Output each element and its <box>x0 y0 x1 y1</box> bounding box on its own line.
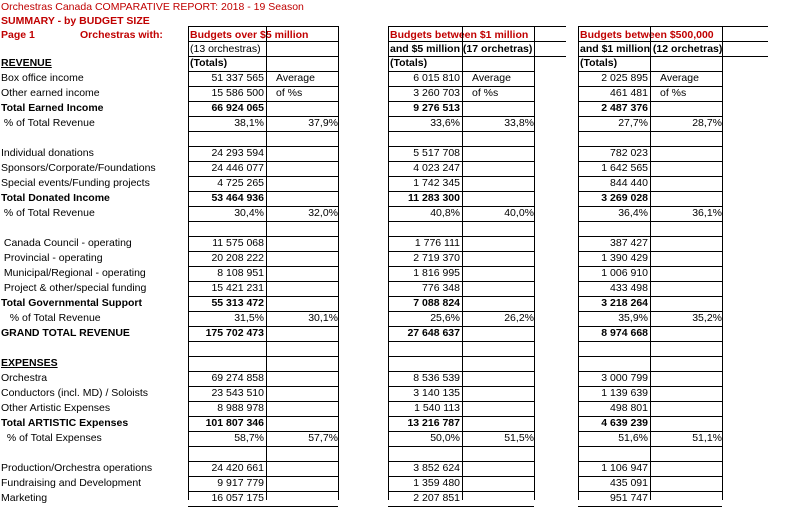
row-label: Fundraising and Development <box>1 477 142 489</box>
average-group1 <box>270 251 338 266</box>
report-title: Orchestras Canada COMPARATIVE REPORT: 2018 - 19 Season <box>1 1 304 13</box>
row-label <box>0 446 186 461</box>
value-group2: 40,8% <box>430 207 460 219</box>
value-group1 <box>188 341 264 356</box>
table-row <box>0 341 800 356</box>
table-row <box>0 236 800 251</box>
value-group3: 3 000 799 <box>601 372 648 384</box>
average-group1 <box>270 386 338 401</box>
value-group1: 20 208 222 <box>211 252 264 264</box>
row-label: Orchestra <box>1 372 48 384</box>
value-group3: 3 218 264 <box>601 297 648 309</box>
average-group2 <box>466 476 534 491</box>
table-row <box>0 296 800 311</box>
value-group3: 2 025 895 <box>601 72 648 84</box>
table-row <box>0 101 800 116</box>
value-group3: 1 390 429 <box>601 252 648 264</box>
average-group2: 51,5% <box>504 432 534 444</box>
value-group2 <box>388 356 460 371</box>
average-group2 <box>466 101 534 116</box>
value-group3: 3 269 028 <box>601 192 648 204</box>
average-group2 <box>466 296 534 311</box>
value-group1: 24 446 077 <box>211 162 264 174</box>
value-group1: 175 702 473 <box>205 327 264 339</box>
table-row <box>0 176 800 191</box>
value-group3: 433 498 <box>610 282 648 294</box>
table-row <box>0 281 800 296</box>
row-label: % of Total Revenue <box>1 312 101 324</box>
table-row <box>0 266 800 281</box>
value-group1 <box>188 221 264 236</box>
value-group1: 101 807 346 <box>205 417 264 429</box>
table-row <box>0 371 800 386</box>
average-group3 <box>654 251 722 266</box>
row-label: Production/Orchestra operations <box>1 462 153 474</box>
value-group3: 1 106 947 <box>601 462 648 474</box>
title-row <box>0 0 800 15</box>
value-group3: 36,4% <box>618 207 648 219</box>
value-group2: 3 260 703 <box>413 87 460 99</box>
table-row <box>0 311 800 326</box>
table-row <box>0 56 800 71</box>
value-group1: 8 988 978 <box>217 402 264 414</box>
group2-line1: Budgets between $1 million <box>390 29 529 41</box>
row-label: Total ARTISTIC Expenses <box>1 417 129 429</box>
value-group1: 23 543 510 <box>211 387 264 399</box>
average-group2: 26,2% <box>504 312 534 324</box>
value-group2: 6 015 810 <box>413 72 460 84</box>
average-group2 <box>466 401 534 416</box>
average-group3 <box>654 266 722 281</box>
value-group1: 11 575 068 <box>212 237 264 249</box>
average-group2 <box>466 341 534 356</box>
value-group1 <box>188 356 264 371</box>
value-group2: 3 140 135 <box>413 387 460 399</box>
average-group1 <box>270 146 338 161</box>
average-group2: Average <box>472 72 511 84</box>
value-group3 <box>578 131 648 146</box>
average-group3 <box>654 416 722 431</box>
row-label: Other Artistic Expenses <box>1 402 111 414</box>
average-group3 <box>654 146 722 161</box>
average-group2 <box>466 191 534 206</box>
average-group1 <box>270 101 338 116</box>
average-group1 <box>270 491 338 506</box>
value-group3: 1 139 639 <box>601 387 648 399</box>
row-label: Canada Council - operating <box>1 237 132 249</box>
value-group2: 2 719 370 <box>413 252 460 264</box>
page-label: Page 1 <box>1 29 35 41</box>
row-label: Municipal/Regional - operating <box>1 267 146 279</box>
value-group1: 15 421 231 <box>211 282 264 294</box>
row-label: Individual donations <box>1 147 94 159</box>
average-group3 <box>654 326 722 341</box>
average-group2: 40,0% <box>504 207 534 219</box>
table-row <box>0 491 800 506</box>
average-group1 <box>270 56 338 71</box>
average-group1: 30,1% <box>308 312 338 324</box>
average-group3 <box>654 296 722 311</box>
value-group2: 25,6% <box>430 312 460 324</box>
table-row <box>0 416 800 431</box>
value-group2: 2 207 851 <box>413 492 460 504</box>
value-group1: 38,1% <box>234 117 264 129</box>
row-label: Conductors (incl. MD) / Soloists <box>1 387 149 399</box>
value-group3 <box>578 356 648 371</box>
value-group2: 9 276 513 <box>413 102 460 114</box>
value-group3: 461 481 <box>610 87 648 99</box>
average-group2 <box>466 146 534 161</box>
value-group2: 13 216 787 <box>407 417 460 429</box>
value-group2: 4 023 247 <box>413 162 460 174</box>
average-group2 <box>466 56 534 71</box>
value-group3: 951 747 <box>610 492 648 504</box>
row-label: Project & other/special funding <box>1 282 147 294</box>
average-group1 <box>270 161 338 176</box>
value-group3: 51,6% <box>618 432 648 444</box>
average-group3 <box>654 401 722 416</box>
table-row <box>0 71 800 86</box>
value-group3 <box>578 341 648 356</box>
group2-line2: and $5 million (17 orchetras) <box>390 43 533 55</box>
report-subtitle: SUMMARY - by BUDGET SIZE <box>1 15 150 27</box>
average-group2 <box>466 281 534 296</box>
row-label: Total Donated Income <box>1 192 110 204</box>
table-row <box>0 251 800 266</box>
value-group1: 24 420 661 <box>211 462 264 474</box>
average-group3 <box>654 101 722 116</box>
row-label: GRAND TOTAL REVENUE <box>1 327 130 339</box>
average-group1 <box>270 401 338 416</box>
value-group1 <box>188 131 264 146</box>
value-group3: 8 974 668 <box>601 327 648 339</box>
value-group2 <box>388 221 460 236</box>
row-label: EXPENSES <box>1 357 58 369</box>
average-group3: Average <box>660 72 699 84</box>
average-group3: 35,2% <box>692 312 722 324</box>
average-group1 <box>270 326 338 341</box>
average-group2: of %s <box>472 87 499 99</box>
average-group1 <box>270 221 338 236</box>
average-group1 <box>270 236 338 251</box>
average-group3: 36,1% <box>692 207 722 219</box>
value-group2: 1 540 113 <box>414 402 460 414</box>
average-group2 <box>466 236 534 251</box>
value-group3: 387 427 <box>610 237 648 249</box>
value-group2: 1 816 995 <box>413 267 460 279</box>
value-group3: 4 639 239 <box>601 417 648 429</box>
group1-line1: Budgets over $5 million <box>190 29 309 41</box>
average-group3 <box>654 386 722 401</box>
table-row <box>0 386 800 401</box>
average-group3 <box>654 161 722 176</box>
row-label <box>0 341 186 356</box>
value-group1: 8 108 951 <box>217 267 264 279</box>
average-group2 <box>466 266 534 281</box>
table-row <box>0 221 800 236</box>
value-group3: 2 487 376 <box>601 102 648 114</box>
average-group1: Average <box>276 72 315 84</box>
row-label: Total Earned Income <box>1 102 104 114</box>
average-group3: 51,1% <box>692 432 722 444</box>
value-group2 <box>388 341 460 356</box>
row-label <box>0 221 186 236</box>
value-group2 <box>388 131 460 146</box>
average-group1 <box>270 266 338 281</box>
value-group1: 9 917 779 <box>217 477 264 489</box>
average-group2 <box>466 446 534 461</box>
value-group1: 24 293 594 <box>211 147 264 159</box>
row-label: Total Governmental Support <box>1 297 142 309</box>
average-group3 <box>654 236 722 251</box>
table-row <box>0 461 800 476</box>
average-group1 <box>270 446 338 461</box>
average-group3 <box>654 341 722 356</box>
table-row <box>0 206 800 221</box>
value-group1: (Totals) <box>190 57 228 69</box>
average-group1 <box>270 296 338 311</box>
average-group1 <box>270 191 338 206</box>
average-group1: 57,7% <box>308 432 338 444</box>
average-group3 <box>654 176 722 191</box>
average-group2 <box>466 161 534 176</box>
average-group1 <box>270 476 338 491</box>
value-group2 <box>388 446 460 461</box>
value-group1: 16 057 175 <box>211 492 264 504</box>
value-group2: 3 852 624 <box>413 462 460 474</box>
value-group2: 5 517 708 <box>413 147 460 159</box>
row-label: % of Total Revenue <box>1 207 95 219</box>
value-group2: 8 536 539 <box>413 372 460 384</box>
row-label: Special events/Funding projects <box>1 177 150 189</box>
value-group1: 58,7% <box>234 432 264 444</box>
value-group1 <box>188 446 264 461</box>
average-group3 <box>654 446 722 461</box>
average-group1 <box>270 176 338 191</box>
average-group3: of %s <box>660 87 687 99</box>
row-label: % of Total Revenue <box>1 117 95 129</box>
value-group2: 1 742 345 <box>413 177 460 189</box>
average-group2 <box>466 491 534 506</box>
average-group2 <box>466 356 534 371</box>
value-group1: 55 313 472 <box>211 297 264 309</box>
value-group3: 27,7% <box>618 117 648 129</box>
value-group3: 1 006 910 <box>601 267 648 279</box>
value-group2: 50,0% <box>430 432 460 444</box>
average-group3 <box>654 131 722 146</box>
orchestras-with-label: Orchestras with: <box>80 29 163 41</box>
table-row <box>0 86 800 101</box>
average-group2 <box>466 176 534 191</box>
average-group1 <box>270 131 338 146</box>
value-group2: 33,6% <box>430 117 460 129</box>
average-group3 <box>654 191 722 206</box>
average-group1 <box>270 356 338 371</box>
value-group1: 51 337 565 <box>211 72 264 84</box>
average-group1: 37,9% <box>308 117 338 129</box>
table-row <box>0 356 800 371</box>
table-row <box>0 446 800 461</box>
group1-line2: (13 orchestras) <box>190 43 261 55</box>
table-row <box>0 431 800 446</box>
row-label: Marketing <box>1 492 48 504</box>
average-group1: of %s <box>276 87 303 99</box>
group3-line2: and $1 million (12 orchetras) <box>580 43 723 55</box>
average-group2 <box>466 221 534 236</box>
average-group1 <box>270 416 338 431</box>
value-group3 <box>578 221 648 236</box>
average-group1 <box>270 341 338 356</box>
group3-line1: Budgets between $500,000 <box>580 29 714 41</box>
value-group2: 11 283 300 <box>408 192 460 204</box>
table-row <box>0 191 800 206</box>
value-group3: 1 642 565 <box>601 162 648 174</box>
row-label: Other earned income <box>1 87 100 99</box>
average-group3 <box>654 491 722 506</box>
table-row <box>0 401 800 416</box>
value-group2: (Totals) <box>390 57 428 69</box>
table-row <box>0 161 800 176</box>
average-group1 <box>270 281 338 296</box>
value-group2: 776 348 <box>422 282 460 294</box>
average-group2 <box>466 386 534 401</box>
average-group1 <box>270 371 338 386</box>
average-group2 <box>466 371 534 386</box>
average-group3 <box>654 461 722 476</box>
average-group1: 32,0% <box>308 207 338 219</box>
group-line2-row <box>0 42 800 57</box>
average-group3: 28,7% <box>692 117 722 129</box>
value-group1: 69 274 858 <box>211 372 264 384</box>
table-row <box>0 131 800 146</box>
table-row <box>0 146 800 161</box>
value-group3: 435 091 <box>610 477 648 489</box>
value-group2: 1 776 111 <box>414 237 460 249</box>
row-label <box>0 131 186 146</box>
table-row <box>0 476 800 491</box>
average-group2: 33,8% <box>504 117 534 129</box>
table-row <box>0 326 800 341</box>
row-label: Provincial - operating <box>1 252 103 264</box>
value-group1: 31,5% <box>234 312 264 324</box>
row-label: Box office income <box>1 72 84 84</box>
value-group3: 498 801 <box>610 402 648 414</box>
average-group2 <box>466 461 534 476</box>
average-group1 <box>270 461 338 476</box>
value-group1: 53 464 936 <box>211 192 264 204</box>
row-label: REVENUE <box>1 57 52 69</box>
average-group2 <box>466 131 534 146</box>
average-group3 <box>654 476 722 491</box>
average-group2 <box>466 416 534 431</box>
average-group2 <box>466 326 534 341</box>
average-group3 <box>654 371 722 386</box>
average-group3 <box>654 221 722 236</box>
average-group3 <box>654 356 722 371</box>
value-group1: 66 924 065 <box>211 102 264 114</box>
average-group3 <box>654 56 722 71</box>
value-group3: 844 440 <box>610 177 648 189</box>
average-group2 <box>466 251 534 266</box>
row-label: % of Total Expenses <box>1 432 102 444</box>
value-group1: 4 725 265 <box>217 177 264 189</box>
value-group2: 27 648 637 <box>407 327 460 339</box>
value-group3: 35,9% <box>618 312 648 324</box>
average-group3 <box>654 281 722 296</box>
value-group1: 30,4% <box>234 207 264 219</box>
value-group2: 1 359 480 <box>413 477 460 489</box>
value-group3: 782 023 <box>610 147 648 159</box>
value-group1: 15 586 500 <box>211 87 264 99</box>
value-group2: 7 088 824 <box>413 297 460 309</box>
table-row <box>0 116 800 131</box>
value-group3 <box>578 446 648 461</box>
value-group3: (Totals) <box>580 57 618 69</box>
row-label: Sponsors/Corporate/Foundations <box>1 162 156 174</box>
